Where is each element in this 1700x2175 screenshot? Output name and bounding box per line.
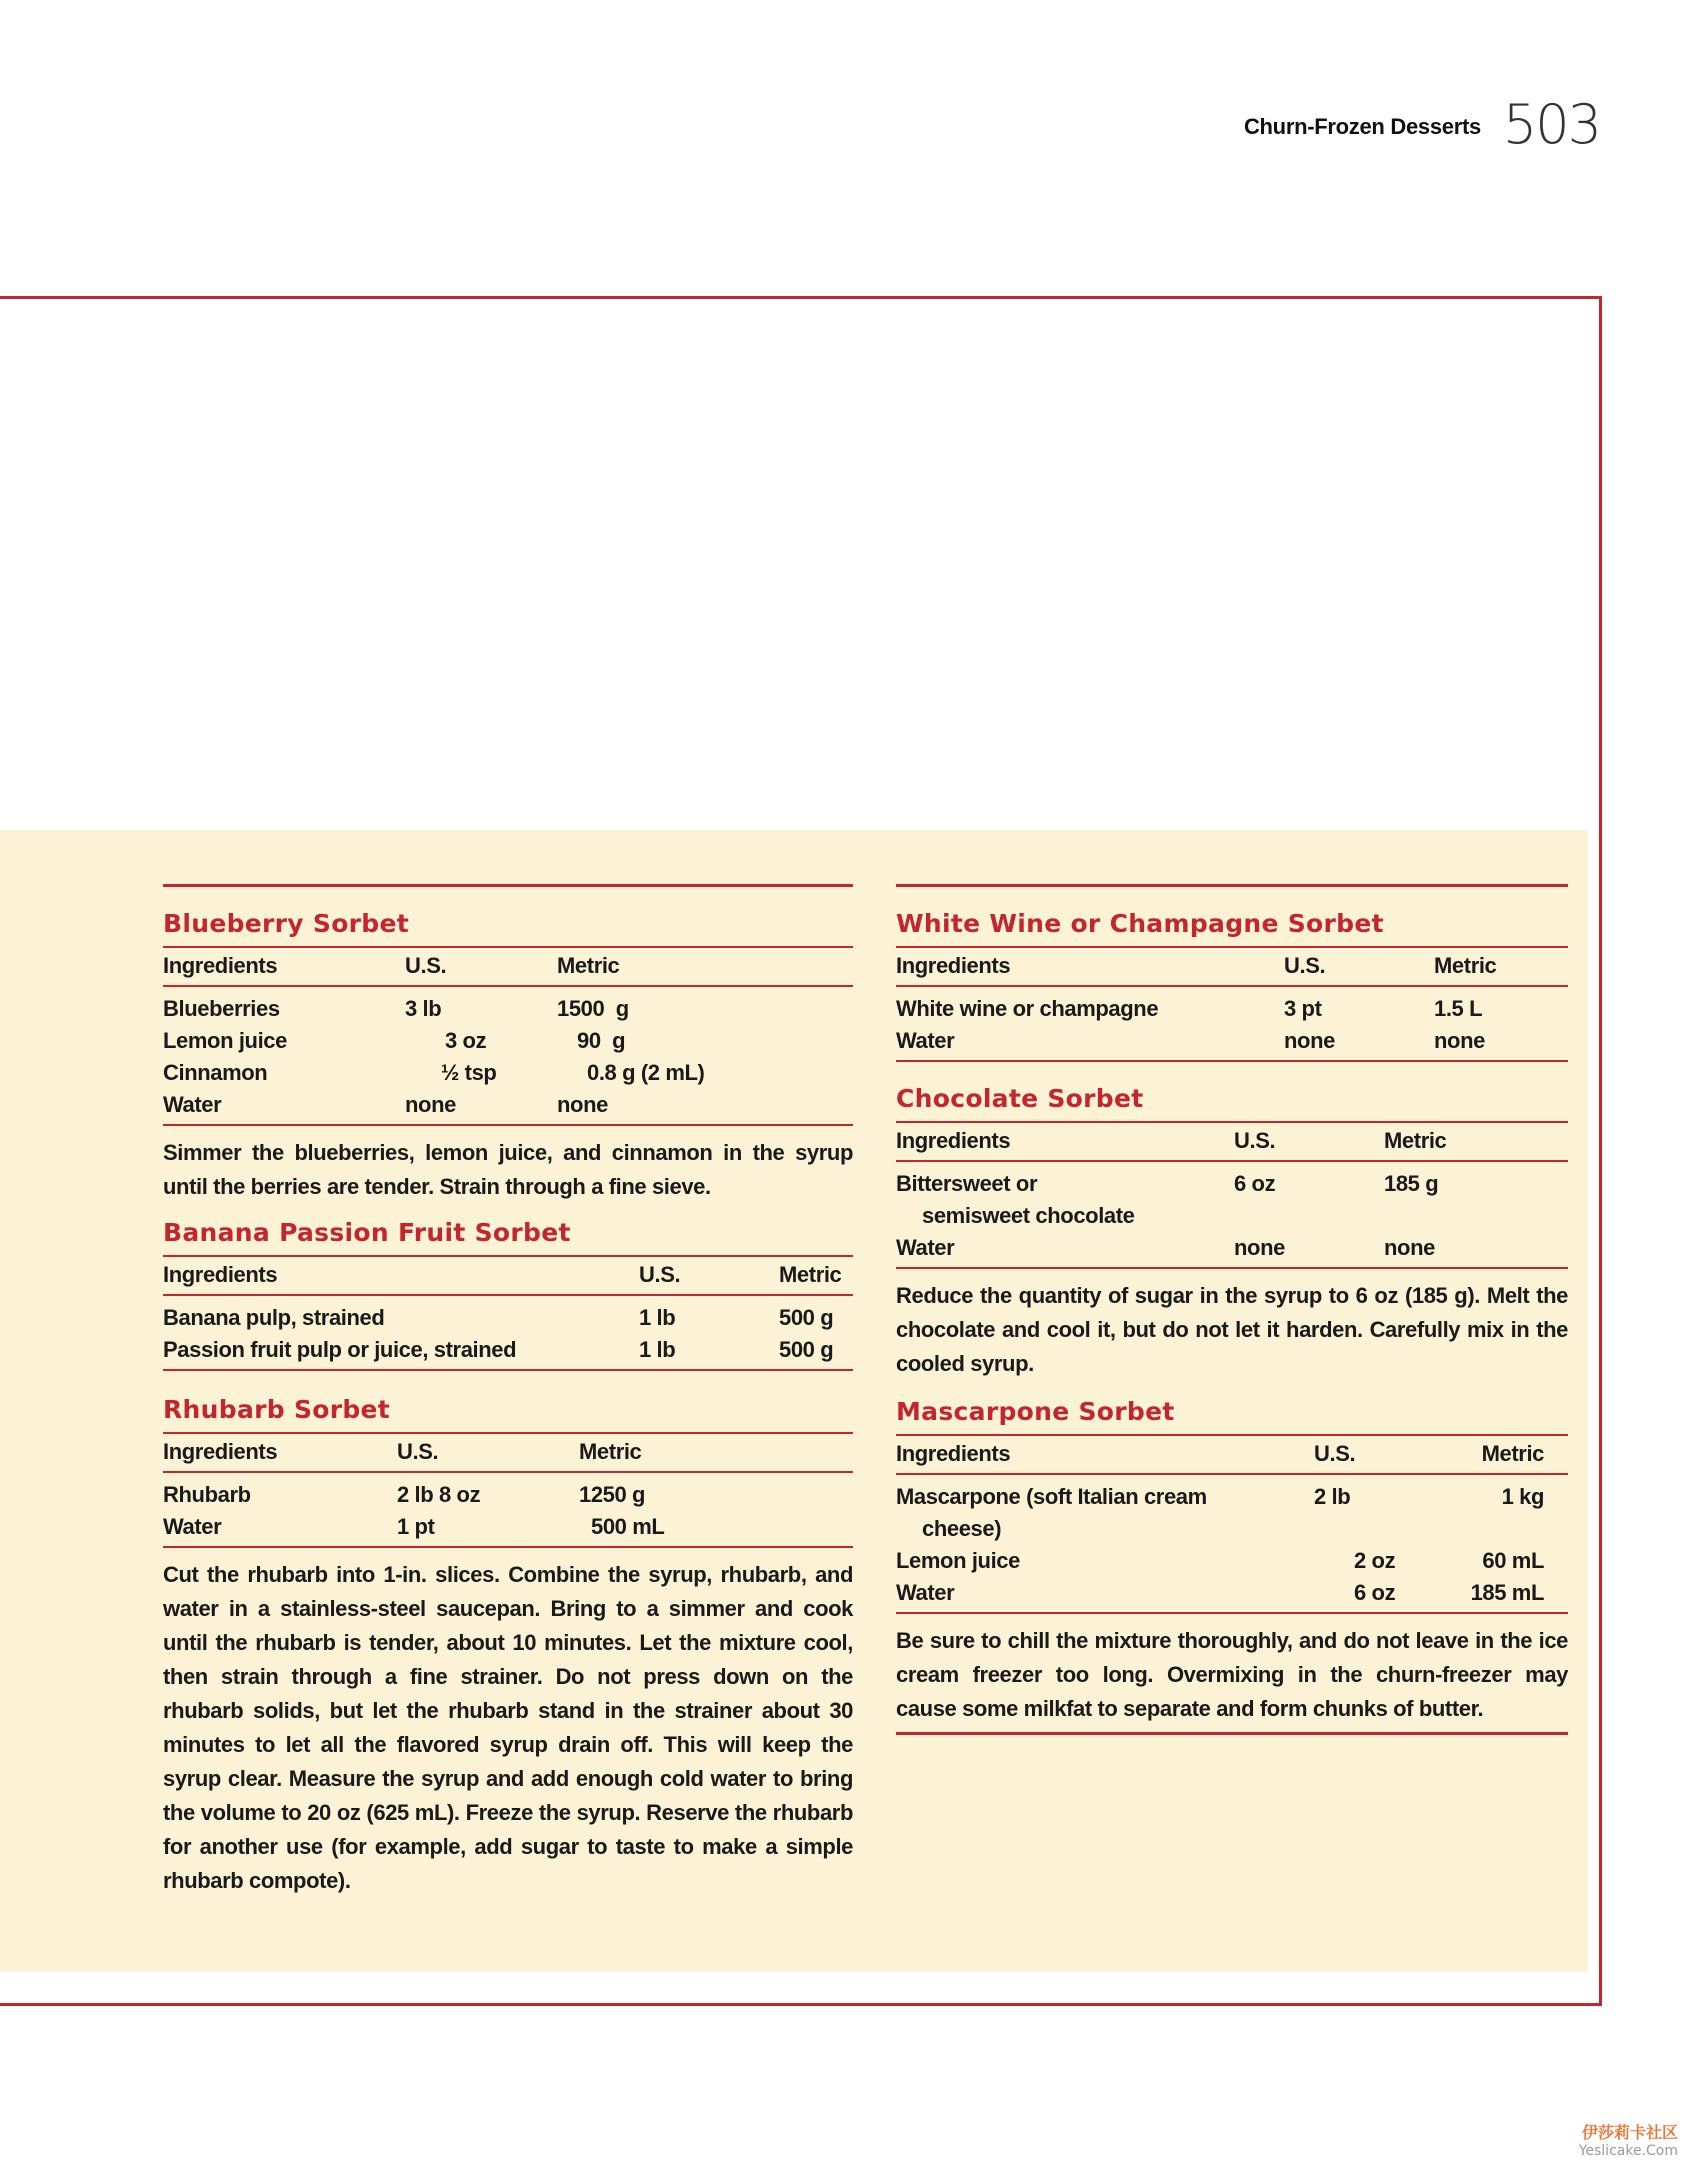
ingredient-name-continued: semisweet chocolate [922,1203,1135,1228]
watermark [1579,2120,1678,2159]
ingredient-us: 1 lb [639,1337,676,1362]
ingredient-name: Cinnamon [163,1060,268,1085]
table-row [163,1472,853,1510]
ingredient-us: 6 oz [1354,1580,1396,1605]
ingredient-us: 1 lb [639,1305,676,1330]
column-top-rule [896,884,1568,887]
ingredient-us [1314,1512,1434,1544]
right-column [896,884,1568,1735]
ingredient-name: Lemon juice [163,1028,287,1053]
page-number: 503 [1502,93,1600,156]
ingredient-metric: 500 g [779,1305,834,1330]
left-column [163,884,853,1898]
recipe-title: Mascarpone Sorbet [896,1397,1175,1426]
ingredients-table [163,1255,853,1371]
watermark-cn: 伊莎莉卡社区 [1581,2123,1678,2142]
section-title: Churn-Frozen Desserts [1243,114,1481,139]
ingredient-us: none [405,1092,456,1117]
header-us: U.S. [1314,1435,1434,1474]
table-header-row [163,947,853,986]
ingredients-table [896,1121,1568,1269]
ingredient-name: Bittersweet or [896,1171,1038,1196]
ingredient-name: White wine or champagne [896,996,1159,1021]
table-row [163,1333,853,1370]
table-row [896,1231,1568,1268]
header-ingredients: Ingredients [896,1435,1314,1474]
ingredient-us: 3 pt [1284,996,1322,1021]
recipe-title: Banana Passion Fruit Sorbet [163,1218,571,1247]
ingredient-metric: 1500 g [557,996,629,1021]
header-us: U.S. [397,1433,579,1472]
running-head [1243,92,1600,156]
ingredient-metric: 500 mL [591,1514,665,1539]
ingredient-name: Water [163,1092,222,1117]
ingredient-name: Water [896,1580,955,1605]
ingredient-us: 3 oz [445,1028,487,1053]
ingredient-metric: 1250 g [579,1482,646,1507]
table-row [163,1088,853,1125]
header-metric: Metric [1384,1122,1568,1161]
ingredients-table [163,946,853,1126]
ingredients-table [896,946,1568,1062]
header-metric: Metric [779,1256,853,1295]
ingredient-metric: 1 kg [1501,1484,1544,1509]
ingredient-name-continued: cheese) [922,1516,1002,1541]
header-ingredients: Ingredients [163,947,405,986]
table-row [896,1576,1568,1613]
table-row [896,1161,1568,1199]
ingredient-us: 3 lb [405,996,442,1021]
header-us: U.S. [639,1256,779,1295]
recipe-title: Blueberry Sorbet [163,909,409,938]
header-us: U.S. [1284,947,1434,986]
ingredient-name: Rhubarb [163,1482,251,1507]
table-row [896,986,1568,1024]
table-row [163,1024,853,1056]
ingredient-us: none [1234,1235,1285,1260]
ingredient-us: 2 lb [1314,1484,1351,1509]
recipe-chocolate-sorbet [896,1084,1568,1381]
ingredient-us: ½ tsp [441,1060,497,1085]
recipe-mascarpone-sorbet [896,1397,1568,1735]
recipe-method: Be sure to chill the mixture thoroughly, and do not leave in the ice cream freezer too long. Overmixing in the churn-freezer may cause some milkfat to separate and form chunks of butter. [896,1624,1568,1735]
recipe-white-wine-sorbet [896,909,1568,1062]
table-row [896,1474,1568,1512]
ingredient-metric: 1.5 L [1434,996,1483,1021]
ingredient-metric [1434,1512,1568,1544]
header-ingredients: Ingredients [896,947,1284,986]
ingredient-us: 2 oz [1354,1548,1396,1573]
ingredient-name: Blueberries [163,996,280,1021]
ingredient-name: Water [163,1514,222,1539]
table-row [896,1512,1568,1544]
table-row [896,1024,1568,1061]
table-row [163,1295,853,1333]
table-row [163,1056,853,1088]
ingredient-us: 2 lb 8 oz [397,1482,481,1507]
ingredients-table [896,1434,1568,1614]
ingredient-metric: 0.8 g (2 mL) [587,1060,705,1085]
recipe-title: White Wine or Champagne Sorbet [896,909,1384,938]
ingredient-us: none [1284,1028,1335,1053]
ingredient-name: Mascarpone (soft Italian cream [896,1484,1207,1509]
recipe-method: Reduce the quantity of sugar in the syrup to 6 oz (185 g). Melt the chocolate and cool it, but do not let it harden. Carefully mix in the cooled syrup. [896,1283,1568,1376]
watermark-en: Yeslicake.Com [1578,2143,1678,2159]
ingredient-metric: 60 mL [1482,1548,1544,1573]
ingredients-table [163,1432,853,1548]
header-ingredients: Ingredients [896,1122,1234,1161]
table-row [163,986,853,1024]
recipe-blueberry-sorbet [163,909,853,1204]
ingredient-name: Water [896,1028,955,1053]
ingredient-us: 1 pt [397,1514,435,1539]
header-ingredients: Ingredients [163,1256,639,1295]
ingredient-metric: none [1434,1028,1485,1053]
ingredient-metric: 500 g [779,1337,834,1362]
ingredient-us: 6 oz [1234,1171,1276,1196]
recipe-title: Rhubarb Sorbet [163,1395,391,1424]
table-header-row [163,1433,853,1472]
ingredient-metric: none [1384,1235,1435,1260]
recipe-rhubarb-sorbet [163,1395,853,1898]
ingredient-name: Banana pulp, strained [163,1305,385,1330]
header-metric: Metric [1434,947,1568,986]
recipe-method: Cut the rhubarb into 1-in. slices. Combine the syrup, rhubarb, and water in a stainless-steel saucepan. Bring to a simmer and cook until the rhubarb is tender, about 10 minutes. Let the mixture cool, then strain through a fine strainer. Do not press down on the rhubarb solids, but let the rhubarb stand in the strainer about 30 minutes to let all the flavored syrup drain off. This will keep the syrup clear. Measure the syrup and add enough cold water to bring the volume to 20 oz (625 mL). Freeze the syrup. Reserve the rhubarb for another use (for example, add sugar to taste to make a simple rhubarb compote). [163,1562,853,1893]
header-us: U.S. [1234,1122,1384,1161]
table-header-row [163,1256,853,1295]
header-us: U.S. [405,947,557,986]
header-metric: Metric [1434,1435,1568,1474]
table-header-row [896,1435,1568,1474]
column-top-rule [163,884,853,887]
header-metric: Metric [579,1433,853,1472]
header-metric: Metric [557,947,853,986]
ingredient-metric [1384,1199,1568,1231]
ingredient-metric: 90 g [577,1028,626,1053]
header-ingredients: Ingredients [163,1433,397,1472]
recipe-method: Simmer the blueberries, lemon juice, and cinnamon in the syrup until the berries are tender. Strain through a fine sieve. [163,1140,853,1199]
recipe-banana-passion-fruit-sorbet [163,1218,853,1371]
ingredient-name: Lemon juice [896,1548,1020,1573]
table-header-row [896,947,1568,986]
ingredient-metric: 185 g [1384,1171,1439,1196]
ingredient-name: Passion fruit pulp or juice, strained [163,1337,517,1362]
recipe-title: Chocolate Sorbet [896,1084,1144,1113]
table-header-row [896,1122,1568,1161]
table-row [163,1510,853,1547]
table-row [896,1199,1568,1231]
ingredient-metric: 185 mL [1470,1580,1544,1605]
ingredient-metric: none [557,1092,608,1117]
table-row [896,1544,1568,1576]
ingredient-name: Water [896,1235,955,1260]
ingredient-us [1234,1199,1384,1231]
